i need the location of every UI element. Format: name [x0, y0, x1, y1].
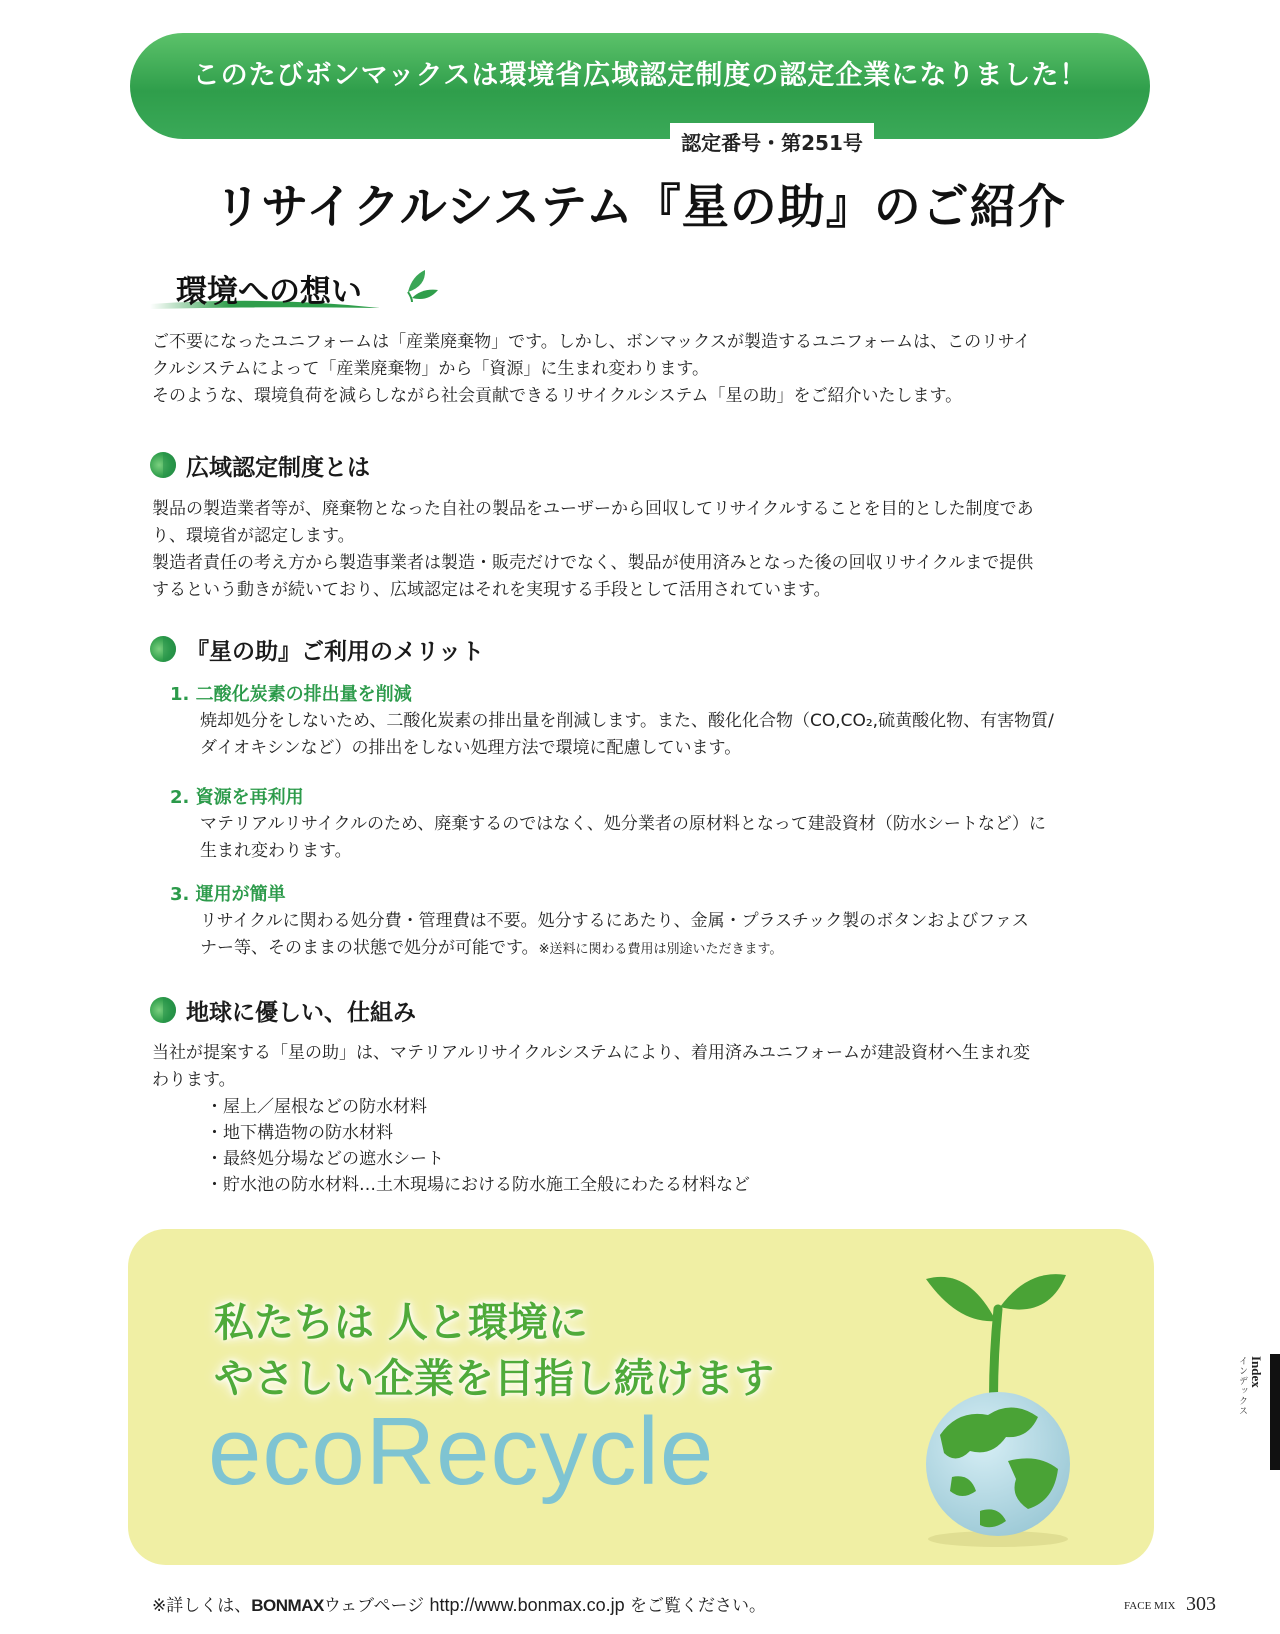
paragraph-line: するという動きが続いており、広域認定はそれを実現する手段として活用されています。: [152, 580, 831, 600]
section-heading-merits: [150, 632, 484, 666]
paragraph-line: マテリアルリサイクルのため、廃棄するのではなく、処分業者の原材料となって建設資材（防水シートなど）に: [200, 814, 1046, 834]
material-list: [206, 1094, 750, 1198]
list-item: ・最終処分場などの遮水シート: [206, 1149, 444, 1169]
index-tab-sublabel: インデックス: [1237, 1356, 1247, 1416]
paragraph-line: リサイクルに関わる処分費・管理費は不要。処分するにあたり、金属・プラスチック製のボタンおよびファス: [200, 911, 1029, 931]
section-heading-earth: [150, 993, 416, 1027]
eco-slogan-line: やさしい企業を目指し続けます: [214, 1356, 774, 1402]
page-number: 303: [1186, 1593, 1216, 1615]
paragraph-line: 当社が提案する「星の助」は、マテリアルリサイクルシステムにより、着用済みユニフォームが建設資材へ生まれ変: [152, 1043, 1030, 1063]
paragraph-line: 生まれ変わります。: [200, 841, 352, 861]
paragraph-line: ダイオキシンなど）の排出をしない処理方法で環境に配慮しています。: [200, 738, 742, 758]
shipping-note: ※送料に関わる費用は別途いただきます。: [538, 942, 783, 957]
paragraph-line: り、環境省が認定します。: [152, 526, 355, 546]
brand-logo: BONMAX: [251, 1596, 324, 1615]
paragraph-line: わります。: [152, 1070, 236, 1090]
bullet-circle-icon: [150, 997, 176, 1023]
merit-title: 3. 運用が簡単: [170, 884, 286, 905]
wide-area-paragraph: [152, 496, 1034, 604]
paragraph-line: 製造者責任の考え方から製造事業者は製造・販売だけでなく、製品が使用済みとなった後の回収リサイクルまで提供: [152, 553, 1034, 573]
bullet-circle-icon: [150, 452, 176, 478]
environment-heading: [150, 262, 460, 322]
eco-recycle-logo: ecoRecycle: [208, 1398, 715, 1505]
merit-body: [200, 708, 1054, 762]
merit-body: [200, 908, 1029, 963]
paragraph-line: クルシステムによって「産業廃棄物」から「資源」に生まれ変わります。: [152, 359, 710, 379]
list-item: ・屋上／屋根などの防水材料: [206, 1097, 427, 1117]
eco-slogan-line: 私たちは 人と環境に: [214, 1300, 588, 1346]
paragraph-line: [200, 935, 1029, 963]
certification-banner: [130, 33, 1150, 155]
section-heading-text: 『星の助』ご利用のメリット: [186, 638, 485, 665]
merit-body: [200, 811, 1046, 865]
paragraph-line: そのような、環境負荷を減らしながら社会貢献できるリサイクルシステム「星の助」をご紹介いたします。: [152, 386, 963, 406]
sprout-globe-icon: [888, 1239, 1108, 1559]
paragraph-line: 焼却処分をしないため、二酸化炭素の排出量を削減します。また、酸化化合物（CO,CO₂,硫黄酸化物、有害物質/: [200, 711, 1054, 731]
eco-recycle-panel: [128, 1229, 1154, 1565]
footer-note: [152, 1591, 766, 1616]
footer-suffix: をご覧ください。: [630, 1596, 767, 1616]
earth-paragraph: [152, 1040, 1030, 1094]
section-heading-text: 広域認定制度とは: [186, 454, 370, 481]
series-name: FACE MIX: [1124, 1600, 1176, 1612]
list-item: ・地下構造物の防水材料: [206, 1123, 393, 1143]
environment-heading-text: 環境への想い: [176, 274, 362, 310]
paragraph-line: 製品の製造業者等が、廃棄物となった自社の製品をユーザーから回収してリサイクルすることを目的とした制度であ: [152, 499, 1034, 519]
banner-headline: このたびボンマックスは環境省広域認定制度の認定企業になりました！: [192, 60, 1088, 91]
footer-middle: ウェブページ: [323, 1596, 425, 1616]
merit-title: 1. 二酸化炭素の排出量を削減: [170, 684, 412, 705]
list-item: ・貯水池の防水材料…土木現場における防水施工全般にわたる材料など: [206, 1175, 750, 1195]
index-tab-bar: [1270, 1354, 1280, 1470]
section-heading-text: 地球に優しい、仕組み: [186, 999, 416, 1026]
certification-number: 認定番号・第251号: [670, 123, 874, 160]
environment-paragraph: [152, 329, 1031, 410]
index-tab-label: Index: [1249, 1356, 1264, 1388]
bullet-circle-icon: [150, 636, 176, 662]
section-heading-wide-area: [150, 448, 370, 482]
website-link[interactable]: http://www.bonmax.co.jp: [429, 1595, 625, 1615]
page-title: リサイクルシステム『星の助』のご紹介: [214, 180, 1066, 235]
merit-title: 2. 資源を再利用: [170, 787, 304, 808]
paragraph-line: ご不要になったユニフォームは「産業廃棄物」です。しかし、ボンマックスが製造するユニフォームは、このリサイ: [152, 332, 1031, 352]
footer-prefix: ※詳しくは、: [152, 1596, 252, 1616]
paragraph-line-text: ナー等、そのままの状態で処分が可能です。: [200, 938, 539, 958]
